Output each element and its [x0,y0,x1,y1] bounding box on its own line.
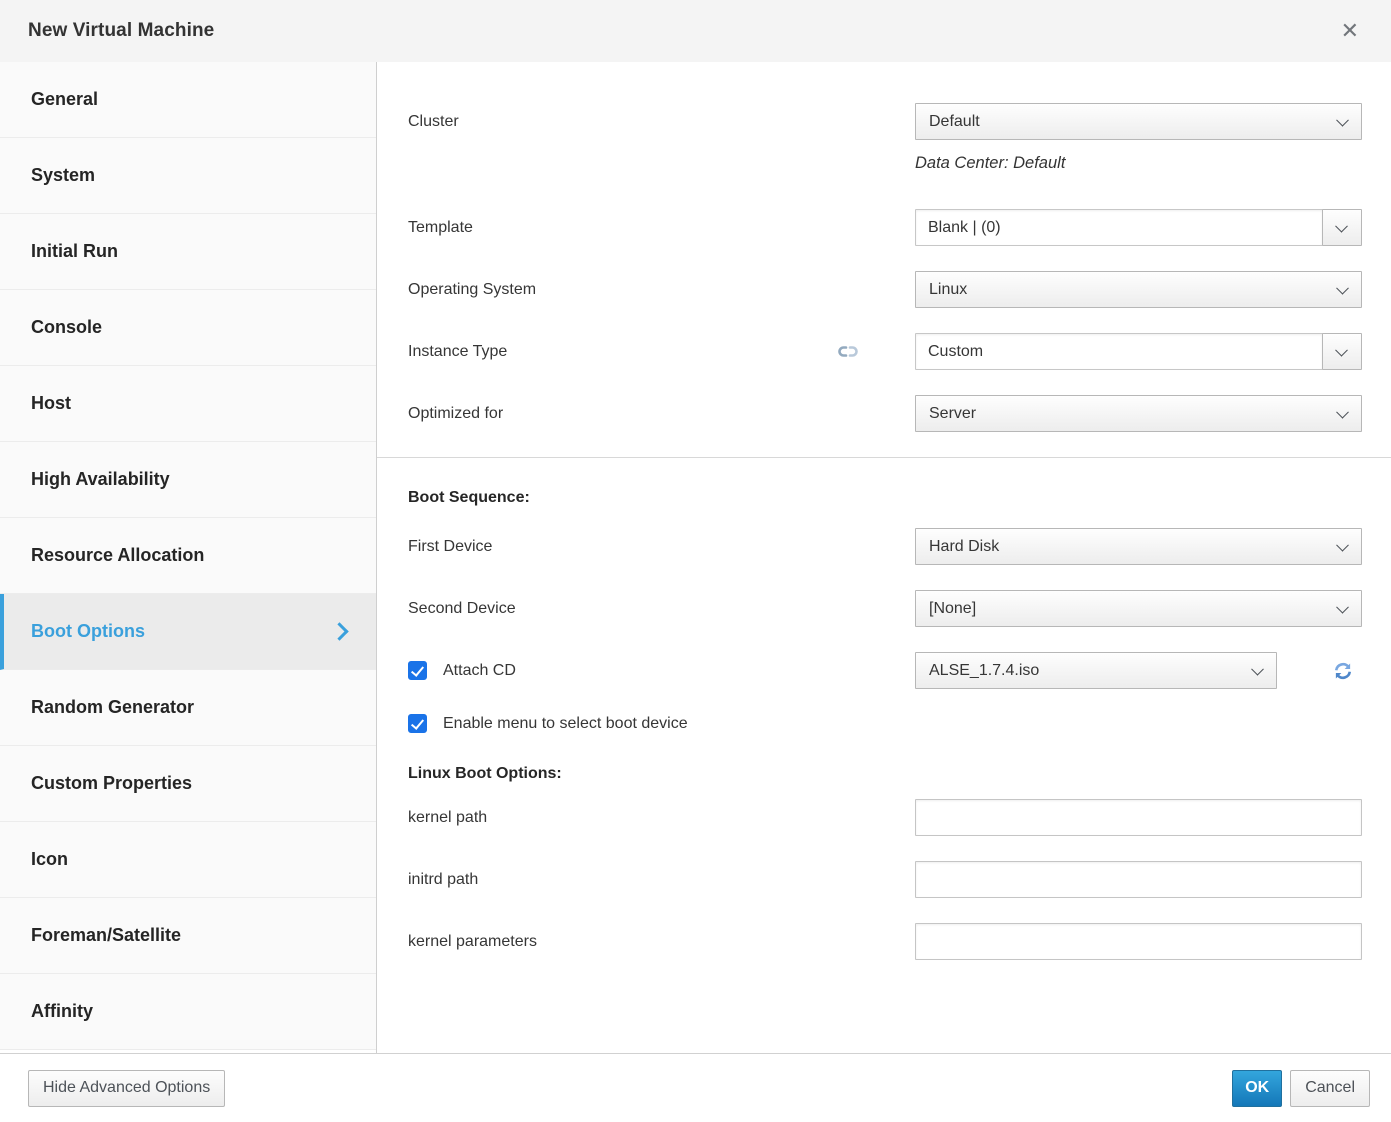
template-label: Template [408,218,473,236]
second-device-row [377,590,1362,627]
chevron-right-icon [330,622,348,640]
sidebar-item-label: General [31,89,99,109]
instance-type-combobox [915,333,1362,370]
kernel-path-input[interactable] [915,799,1362,836]
sidebar-item-label: System [31,165,96,185]
sidebar-item-custom-properties[interactable] [0,746,376,822]
boot-menu-row [377,714,1362,733]
template-dropdown-button[interactable] [1322,209,1362,246]
sidebar-item-label: Affinity [31,1001,93,1021]
kernel-parameters-row [377,923,1362,960]
ok-button[interactable]: OK [1232,1070,1282,1107]
optimized-for-label: Optimized for [408,404,504,422]
template-combobox-value[interactable]: Blank | (0) [915,209,1323,246]
chevron-down-icon [1251,662,1264,675]
chevron-down-icon [1336,600,1349,613]
operating-system-select[interactable] [915,271,1362,308]
refresh-icon[interactable] [1333,661,1353,681]
cluster-select-value: Default [929,112,980,130]
kernel-parameters-label: kernel parameters [408,932,537,950]
instance-type-row [377,333,1362,370]
chevron-down-icon [1336,405,1349,418]
data-center-note: Data Center: Default [915,154,1066,172]
sidebar-item-label: High Availability [31,469,170,489]
sidebar-item-boot-options[interactable] [0,594,376,670]
attach-cd-checkbox-wrap [377,661,516,680]
sidebar-item-label: Host [31,393,71,413]
instance-type-dropdown-button[interactable] [1322,333,1362,370]
second-device-select-value: [None] [929,599,977,617]
optimized-for-row [377,395,1362,432]
sidebar-item-label: Random Generator [31,697,195,717]
cancel-button[interactable]: Cancel [1290,1070,1370,1107]
first-device-select[interactable] [915,528,1362,565]
sidebar-item-affinity[interactable] [0,974,376,1050]
cluster-select[interactable] [915,103,1362,140]
sidebar-item-initial-run[interactable] [0,214,376,290]
sidebar-item-label: Initial Run [31,241,118,261]
boot-sequence-heading: Boot Sequence: [408,489,530,506]
boot-menu-checkbox-wrap [377,714,688,733]
instance-type-combobox-value[interactable]: Custom [915,333,1323,370]
dialog-title: New Virtual Machine [28,20,215,41]
sidebar-item-console[interactable] [0,290,376,366]
sidebar-item-foreman-satellite[interactable] [0,898,376,974]
section-divider [377,457,1391,458]
template-combobox [915,209,1362,246]
boot-menu-label: Enable menu to select boot device [443,714,688,732]
initrd-path-input[interactable] [915,861,1362,898]
sidebar-item-label: Icon [31,849,69,869]
sidebar-item-random-generator[interactable] [0,670,376,746]
dialog-body [0,62,1391,1053]
first-device-select-value: Hard Disk [929,537,1000,555]
optimized-for-select[interactable] [915,395,1362,432]
attach-cd-checkbox[interactable] [408,661,427,680]
footer-actions [1232,1070,1370,1107]
dialog-sidebar [0,62,377,1053]
dialog-footer [0,1053,1391,1122]
attach-cd-select[interactable] [915,652,1277,689]
initrd-path-label: initrd path [408,870,479,888]
kernel-path-row [377,799,1362,836]
sidebar-item-host[interactable] [0,366,376,442]
unlink-chain-icon [837,345,859,358]
sidebar-item-label: Custom Properties [31,773,193,793]
sidebar-item-label: Console [31,317,103,337]
sidebar-item-system[interactable] [0,138,376,214]
attach-cd-row [377,652,1362,689]
sidebar-item-label: Foreman/Satellite [31,925,182,945]
operating-system-select-value: Linux [929,280,968,298]
sidebar-item-resource-allocation[interactable] [0,518,376,594]
instance-type-label: Instance Type [408,342,508,360]
data-center-note-row [377,154,1362,209]
kernel-parameters-input[interactable] [915,923,1362,960]
boot-menu-checkbox[interactable] [408,714,427,733]
initrd-path-row [377,861,1362,898]
sidebar-item-icon[interactable] [0,822,376,898]
template-row [377,209,1362,246]
second-device-select[interactable] [915,590,1362,627]
second-device-label: Second Device [408,599,516,617]
cluster-label: Cluster [408,112,459,130]
hide-advanced-options-button[interactable]: Hide Advanced Options [28,1070,225,1107]
close-icon[interactable]: ✕ [1335,16,1365,46]
operating-system-label: Operating System [408,280,537,298]
optimized-for-select-value: Server [929,404,977,422]
sidebar-item-high-availability[interactable] [0,442,376,518]
first-device-row [377,528,1362,565]
chevron-down-icon [1336,281,1349,294]
attach-cd-select-value: ALSE_1.7.4.iso [929,661,1040,679]
cluster-row [377,103,1362,140]
sidebar-item-label: Resource Allocation [31,545,205,565]
sidebar-item-label: Boot Options [31,621,145,641]
attach-cd-label: Attach CD [443,661,516,679]
operating-system-row [377,271,1362,308]
chevron-down-icon [1335,343,1348,356]
dialog-header [0,0,1391,62]
chevron-down-icon [1336,113,1349,126]
kernel-path-label: kernel path [408,808,488,826]
sidebar-item-general[interactable] [0,62,376,138]
chevron-down-icon [1336,538,1349,551]
chevron-down-icon [1335,219,1348,232]
dialog-main-panel [377,62,1391,1053]
first-device-label: First Device [408,537,493,555]
linux-boot-options-heading: Linux Boot Options: [408,765,562,782]
